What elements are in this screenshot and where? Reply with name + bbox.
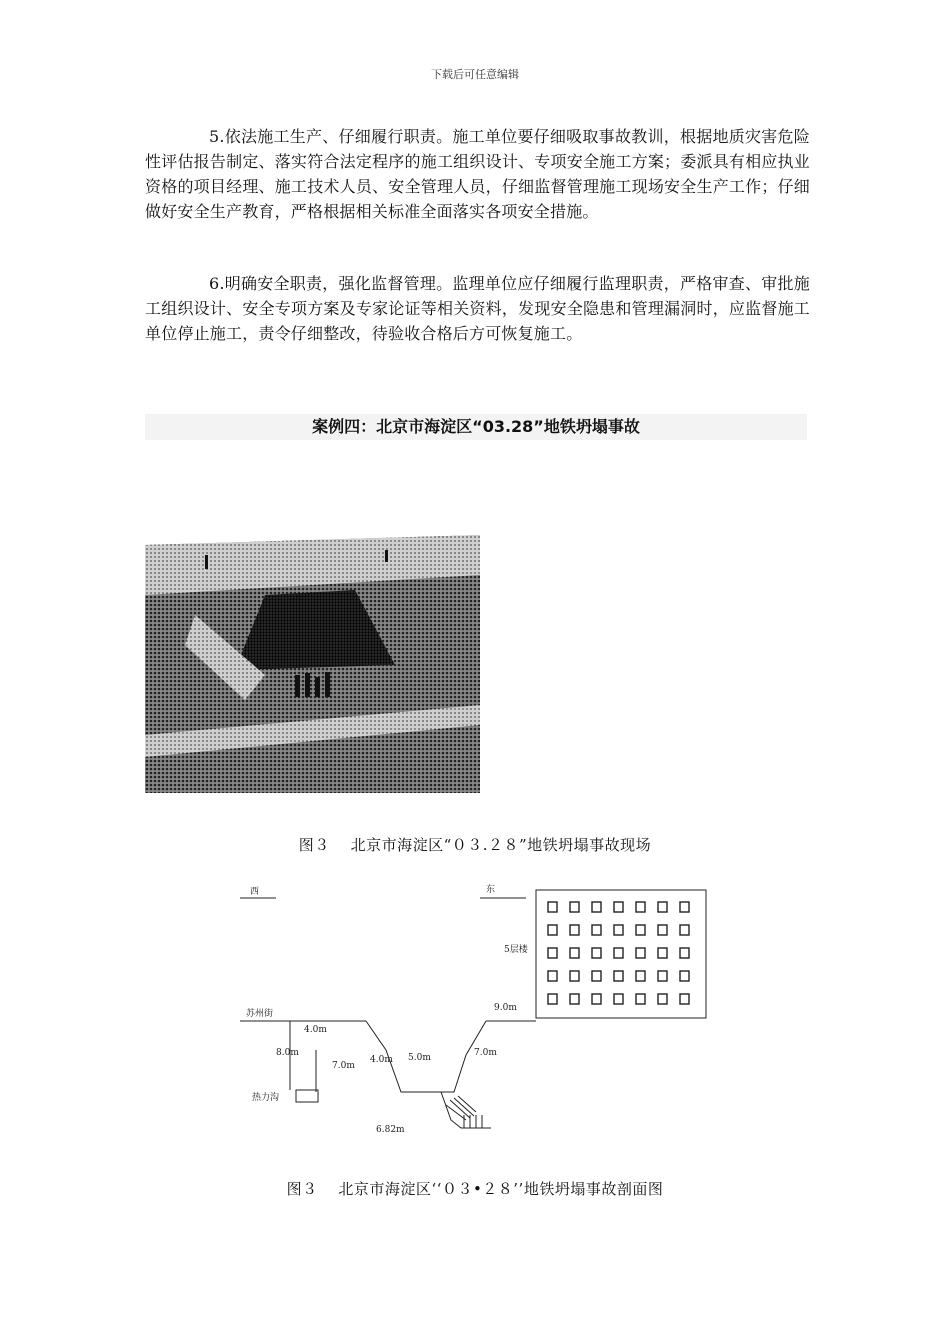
- dim-9m: 9.0m: [494, 1003, 517, 1013]
- label-building: 5层楼: [504, 945, 528, 955]
- figure1-caption: 图３ 北京市海淀区“０３.２８”地铁坍塌事故现场: [298, 836, 652, 854]
- section-title: 案例四：北京市海淀区“03.28”地铁坍塌事故: [145, 414, 807, 440]
- label-heat-trench: 热力沟: [252, 1093, 280, 1103]
- label-east: 东: [486, 885, 496, 895]
- dim-7m-left: 7.0m: [332, 1061, 355, 1071]
- dim-4m-mid: 4.0m: [370, 1055, 393, 1065]
- paragraph-5: 5.依法施工生产、仔细履行职责。施工单位要仔细吸取事故教训，根据地质灾害危险性评估报告制定、落实符合法定程序的施工组织设计、专项安全施工方案；委派具有相应执业资格的项目经理、施工技术人员、安全管理人员，仔细监督管理施工现场安全生产工作；仔细做好安全生产教育，严格根据相关标准全面落实各项安全措施。: [145, 127, 810, 221]
- dim-4m-left: 4.0m: [304, 1025, 327, 1035]
- dim-6-82m: 6.82m: [376, 1125, 405, 1135]
- dim-5m: 5.0m: [408, 1053, 431, 1063]
- page-header: 下载后可任意编辑: [431, 68, 519, 81]
- paragraph-6: 6.明确安全职责，强化监督管理。监理单位应仔细履行监理职责，严格审查、审批施工组织设计、安全专项方案及专家论证等相关资料，发现安全隐患和管理漏洞时，应监督施工单位停止施工，责令仔细整改，待验收合格后方可恢复施工。: [145, 274, 810, 343]
- label-west: 西: [250, 887, 260, 897]
- collapse-scene-photo: [145, 535, 480, 793]
- dim-7m-right: 7.0m: [474, 1048, 497, 1058]
- cross-section-diagram: [236, 870, 712, 1160]
- label-street: 苏州街: [246, 1009, 274, 1019]
- figure2-caption: 图３ 北京市海淀区‘‘０３•２８’’地铁坍塌事故剖面图: [286, 1180, 664, 1198]
- dim-8m: 8.0m: [276, 1048, 299, 1058]
